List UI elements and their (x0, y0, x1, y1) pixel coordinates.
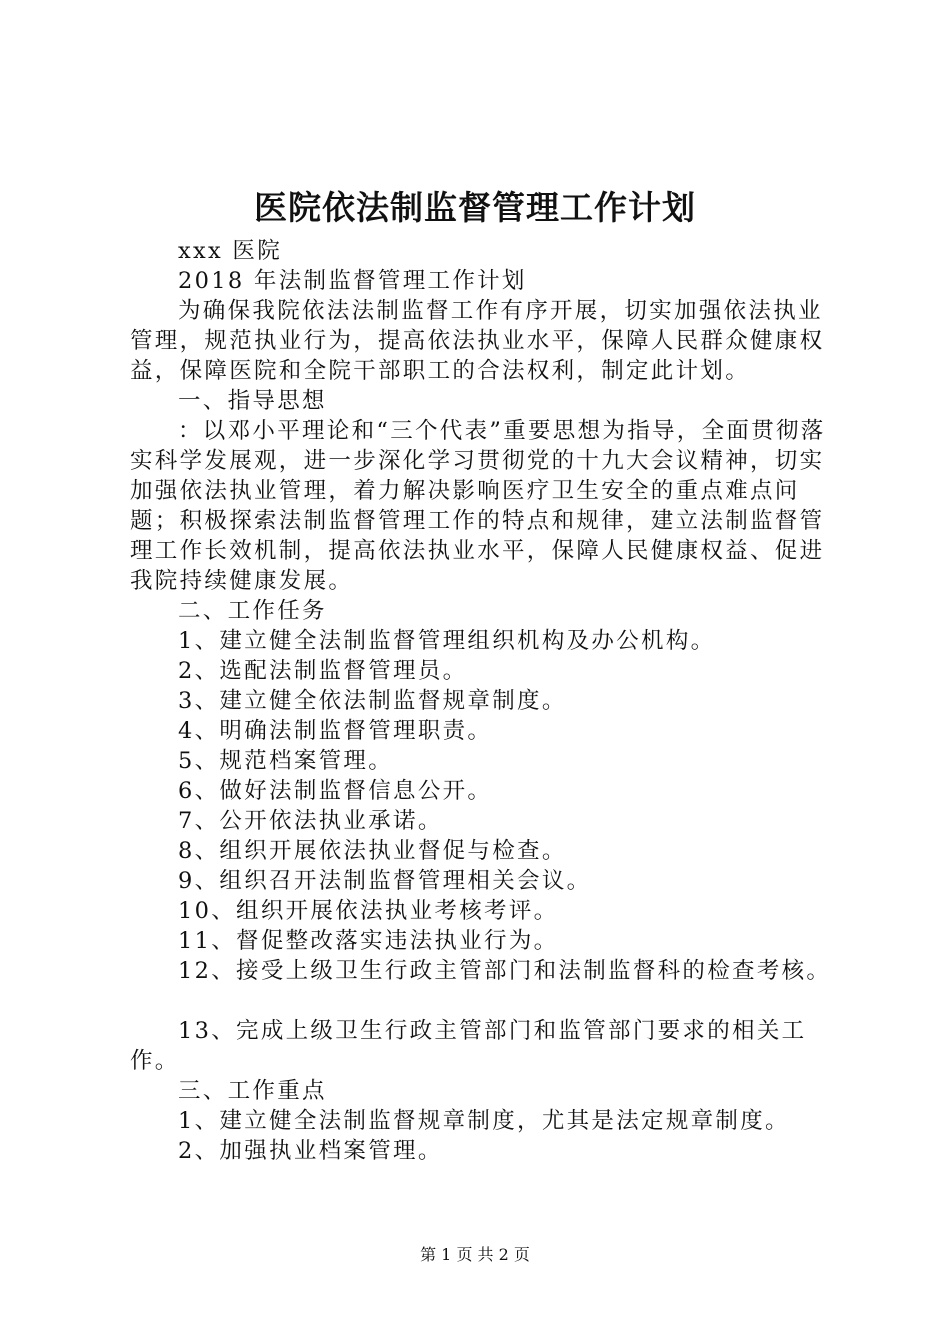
task-item: 7、公开依法执业承诺。 (178, 808, 443, 834)
task-item: 12、接受上级卫生行政主管部门和法制监督科的检查考核。 (178, 958, 832, 984)
document-body (130, 236, 830, 1166)
task-item: 9、组织召开法制监督管理相关会议。 (178, 868, 592, 894)
task-item: 10、组织开展依法执业考核考评。 (178, 898, 559, 924)
task-item: 11、督促整改落实违法执业行为。 (178, 928, 559, 954)
task-item: 13、完成上级卫生行政主管部门和监管部门要求的相关工作。 (130, 1018, 807, 1074)
key-point-item: 2、加强执业档案管理。 (178, 1138, 443, 1164)
hospital-name: xxx 医院 (178, 238, 283, 264)
guiding-ideology-paragraph: ：以邓小平理论和“三个代表”重要思想为指导，全面贯彻落实科学发展观，进一步深化学习贯彻党的十九大会议精神，切实加强依法执业管理，着力解决影响医疗卫生安全的重点难点问题；积极探索法制监督管理工作的特点和规律，建立法制监督管理工作长效机制，提高依法执业水平，保障人民健康权益、促进我院持续健康发展。 (130, 418, 826, 594)
task-item: 8、组织开展依法执业督促与检查。 (178, 838, 567, 864)
section-heading-guiding-ideology: 一、指导思想 (178, 388, 327, 414)
section-heading-tasks: 二、工作任务 (178, 598, 327, 624)
task-item: 2、选配法制监督管理员。 (178, 658, 468, 684)
task-item: 1、建立健全法制监督管理组织机构及办公机构。 (178, 628, 716, 654)
task-item: 6、做好法制监督信息公开。 (178, 778, 493, 804)
task-item: 3、建立健全依法制监督规章制度。 (178, 688, 567, 714)
key-point-item: 1、建立健全法制监督规章制度，尤其是法定规章制度。 (178, 1108, 790, 1134)
document-title: 医院依法制监督管理工作计划 (254, 188, 696, 227)
task-item: 5、规范档案管理。 (178, 748, 394, 774)
task-item: 4、明确法制监督管理职责。 (178, 718, 493, 744)
plan-subtitle: 2018 年法制监督管理工作计划 (178, 268, 527, 294)
page-footer: 第 1 页 共 2 页 (420, 1245, 530, 1264)
intro-paragraph: 为确保我院依法法制监督工作有序开展，切实加强依法执业管理，规范执业行为，提高依法执业水平，保障人民群众健康权益，保障医院和全院干部职工的合法权利，制定此计划。 (130, 298, 825, 384)
section-heading-key-points: 三、工作重点 (178, 1078, 327, 1104)
